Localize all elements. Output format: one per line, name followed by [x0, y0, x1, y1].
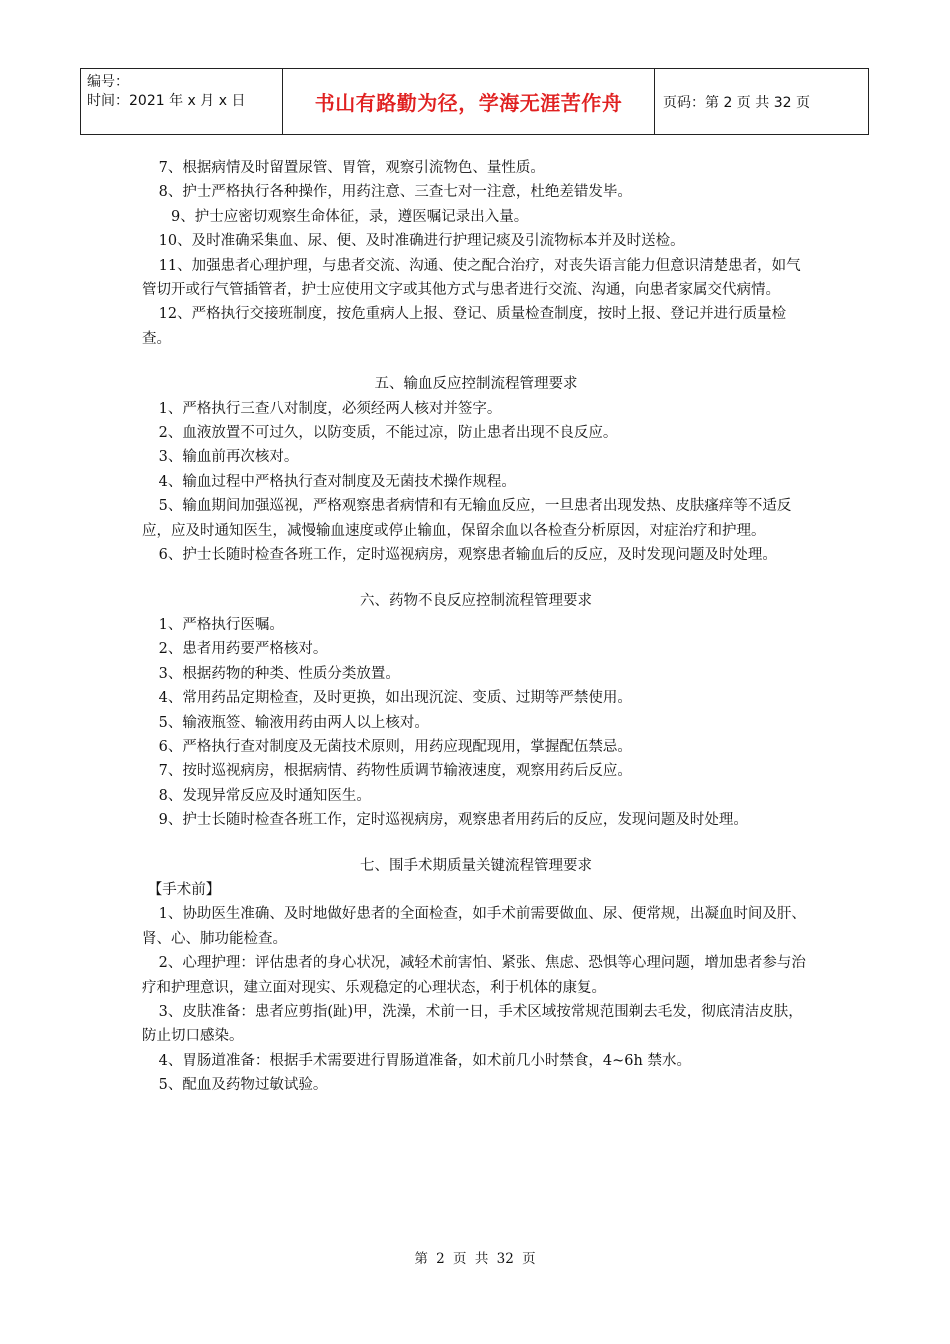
list-item: 9、护士应密切观察生命体征，录，遵医嘱记录出入量。	[171, 208, 529, 225]
page-footer: 第 2 页 共 32 页	[414, 1251, 536, 1267]
section-title: 七、围手术期质量关键流程管理要求	[360, 857, 592, 874]
header-meta	[81, 69, 283, 134]
list-item: 3、皮肤准备：患者应剪指(趾)甲，洗澡，术前一日，手术区域按常规范围剃去毛发，彻底清洁皮肤，防止切口感染。	[142, 1004, 803, 1045]
list-item: 7、按时巡视病房，根据病情、药物性质调节输液速度，观察用药后反应。	[158, 763, 632, 780]
header-page-info: 页码：第 2 页 共 32 页	[663, 94, 810, 111]
list-item: 4、输血过程中严格执行查对制度及无菌技术操作规程。	[158, 473, 516, 490]
list-item: 3、输血前再次核对。	[158, 449, 299, 466]
list-item: 12、严格执行交接班制度，按危重病人上报、登记、质量检查制度，按时上报、登记并进行质量检查。	[142, 306, 787, 347]
list-item: 4、常用药品定期检查，及时更换，如出现沉淀、变质、过期等严禁使用。	[158, 690, 632, 707]
list-item: 2、心理护理：评估患者的身心状况，减轻术前害怕、紧张、焦虑、恐惧等心理问题，增加患者参与治疗和护理意识，建立面对现实、乐观稳定的心理状态，利于机体的康复。	[142, 955, 806, 996]
list-item: 11、加强患者心理护理，与患者交流、沟通、使之配合治疗，对丧失语言能力但意识清楚患者，如气管切开或行气管插管者，护士应使用文字或其他方式与患者进行交流、沟通，向患者家属交代病情。	[142, 257, 801, 299]
section-title: 五、输血反应控制流程管理要求	[374, 376, 578, 393]
list-item: 8、发现异常反应及时通知医生。	[158, 787, 371, 804]
document-body	[142, 156, 810, 1098]
number-label: 编号：	[87, 74, 129, 90]
list-item: 1、协助医生准确、及时地做好患者的全面检查，如手术前需要做血、尿、便常规，出凝血时间及肝、肾、心、肺功能检查。	[142, 906, 806, 947]
time-label: 时间：2021 年 x 月 x 日	[87, 93, 246, 109]
list-item: 8、护士严格执行各种操作，用药注意、三查七对一注意，杜绝差错发毕。	[158, 184, 632, 201]
list-item: 5、输液瓶签、输液用药由两人以上核对。	[158, 714, 429, 731]
section-title: 六、药物不良反应控制流程管理要求	[360, 592, 592, 609]
subheading: 【手术前】	[147, 881, 221, 898]
list-item: 5、输血期间加强巡视，严格观察患者病情和有无输血反应，一旦患者出现发热、皮肤瘙痒等不适反应，应及时通知医生，减慢输血速度或停止输血，保留余血以各检查分析原因，对症治疗和护理。	[142, 498, 792, 539]
header-motto: 书山有路勤为径，学海无涯苦作舟	[283, 69, 655, 134]
list-item: 9、护士长随时检查各班工作，定时巡视病房，观察患者用药后的反应，发现问题及时处理。	[158, 812, 748, 829]
list-item: 4、胃肠道准备：根据手术需要进行胃肠道准备，如术前几小时禁食，4~6h 禁水。	[158, 1052, 691, 1069]
list-item: 5、配血及药物过敏试验。	[158, 1077, 328, 1094]
document-header	[80, 68, 869, 135]
list-item: 1、严格执行三查八对制度，必须经两人核对并签字。	[158, 400, 502, 417]
list-item: 2、血液放置不可过久，以防变质，不能过凉，防止患者出现不良反应。	[158, 425, 618, 442]
list-item: 7、根据病情及时留置尿管、胃管，观察引流物色、量性质。	[158, 160, 545, 176]
list-item: 6、护士长随时检查各班工作，定时巡视病房，观察患者输血后的反应，及时发现问题及时处理。	[158, 547, 777, 564]
list-item: 6、严格执行查对制度及无菌技术原则，用药应现配现用，掌握配伍禁忌。	[158, 738, 632, 755]
list-item: 2、患者用药要严格核对。	[158, 641, 328, 658]
list-item: 1、严格执行医嘱。	[158, 616, 284, 633]
list-item: 3、根据药物的种类、性质分类放置。	[158, 665, 400, 682]
list-item: 10、及时准确采集血、尿、便、及时准确进行护理记痰及引流物标本并及时送检。	[158, 233, 685, 250]
